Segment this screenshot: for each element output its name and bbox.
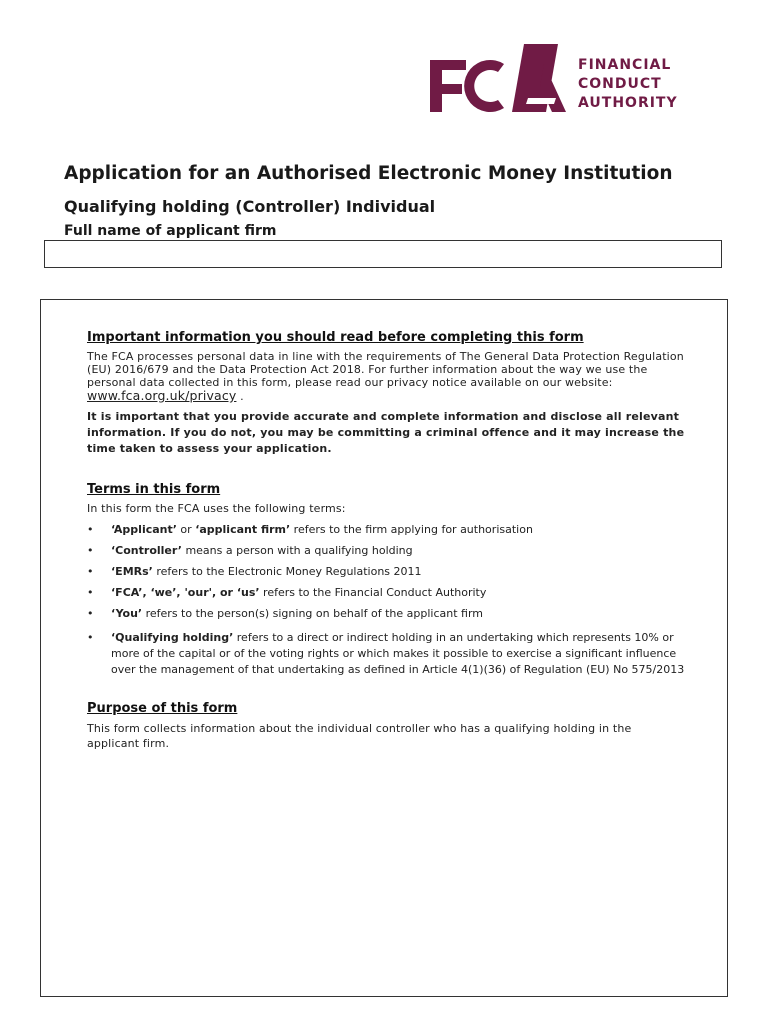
terms-intro: In this form the FCA uses the following terms: xyxy=(87,502,346,515)
privacy-line: personal data collected in this form, please read our privacy notice available on our website: xyxy=(87,376,613,389)
term-definition: refers to the Financial Conduct Authority xyxy=(259,586,487,599)
term-definition: refers to a direct or indirect holding in an undertaking which represents 10% or xyxy=(233,631,674,644)
term-label: ‘Applicant’ xyxy=(111,523,177,536)
term-label: ‘FCA’, ‘we’, 'our', or ‘us’ xyxy=(111,586,260,599)
term-label: ‘applicant firm’ xyxy=(195,523,291,536)
term-label: ‘EMRs’ xyxy=(111,565,153,578)
privacy-paragraph xyxy=(87,350,727,403)
term-definition: refers to the person(s) signing on behalf of the applicant firm xyxy=(142,607,483,620)
list-item xyxy=(87,630,727,678)
term-definition: refers to the Electronic Money Regulations 2011 xyxy=(152,565,422,578)
privacy-link-suffix: . xyxy=(236,390,244,403)
terms-heading: Terms in this form xyxy=(87,482,221,497)
terms-list xyxy=(87,523,727,678)
information-content xyxy=(87,331,727,751)
purpose-line: applicant firm. xyxy=(87,737,170,750)
warning-line: time taken to assess your application. xyxy=(87,442,332,455)
warning-line: It is important that you provide accurate and complete information and disclose all relevant xyxy=(87,410,680,423)
privacy-line: (EU) 2016/679 and the Data Protection Act 2018. For further information about the way we use the xyxy=(87,363,648,376)
important-heading: Important information you should read before completing this form xyxy=(87,330,584,345)
applicant-firm-label: Full name of applicant firm xyxy=(64,223,277,239)
logo-line-authority: AUTHORITY xyxy=(578,95,678,111)
logo-line-financial: FINANCIAL xyxy=(578,57,672,73)
purpose-heading: Purpose of this form xyxy=(87,701,238,716)
list-item xyxy=(87,565,727,578)
fca-logo-mark xyxy=(426,42,576,122)
purpose-paragraph xyxy=(87,721,727,751)
term-definition: refers to the firm applying for authorisation xyxy=(290,523,533,536)
list-item xyxy=(87,544,727,557)
purpose-line: This form collects information about the individual controller who has a qualifying holding in the xyxy=(87,722,632,735)
warning-line: information. If you do not, you may be committing a criminal offence and it may increase the xyxy=(87,426,685,439)
privacy-link[interactable]: www.fca.org.uk/privacy xyxy=(87,388,237,403)
list-item xyxy=(87,523,727,536)
term-definition-line: more of the capital or of the voting rights or which makes it possible to exercise a significant influence xyxy=(111,647,677,660)
term-connector: or xyxy=(176,523,196,536)
applicant-firm-name-input[interactable] xyxy=(44,240,722,268)
list-item xyxy=(87,586,727,599)
term-label: ‘Controller’ xyxy=(111,544,182,557)
logo-line-conduct: CONDUCT xyxy=(578,76,662,92)
term-definition: means a person with a qualifying holding xyxy=(181,544,413,557)
list-item xyxy=(87,607,727,620)
fca-logo-wordmark xyxy=(578,56,678,113)
term-label: ‘You’ xyxy=(111,607,143,620)
page-title: Application for an Authorised Electronic Money Institution xyxy=(64,163,673,184)
term-definition-line: over the management of that undertaking as defined in Article 4(1)(36) of Regulation (EU) No 575/2013 xyxy=(111,663,685,676)
page-subtitle: Qualifying holding (Controller) Individual xyxy=(64,197,436,216)
privacy-line: The FCA processes personal data in line with the requirements of The General Data Protection Regulation xyxy=(87,350,684,363)
term-label: ‘Qualifying holding’ xyxy=(111,631,234,644)
warning-paragraph xyxy=(87,409,727,457)
